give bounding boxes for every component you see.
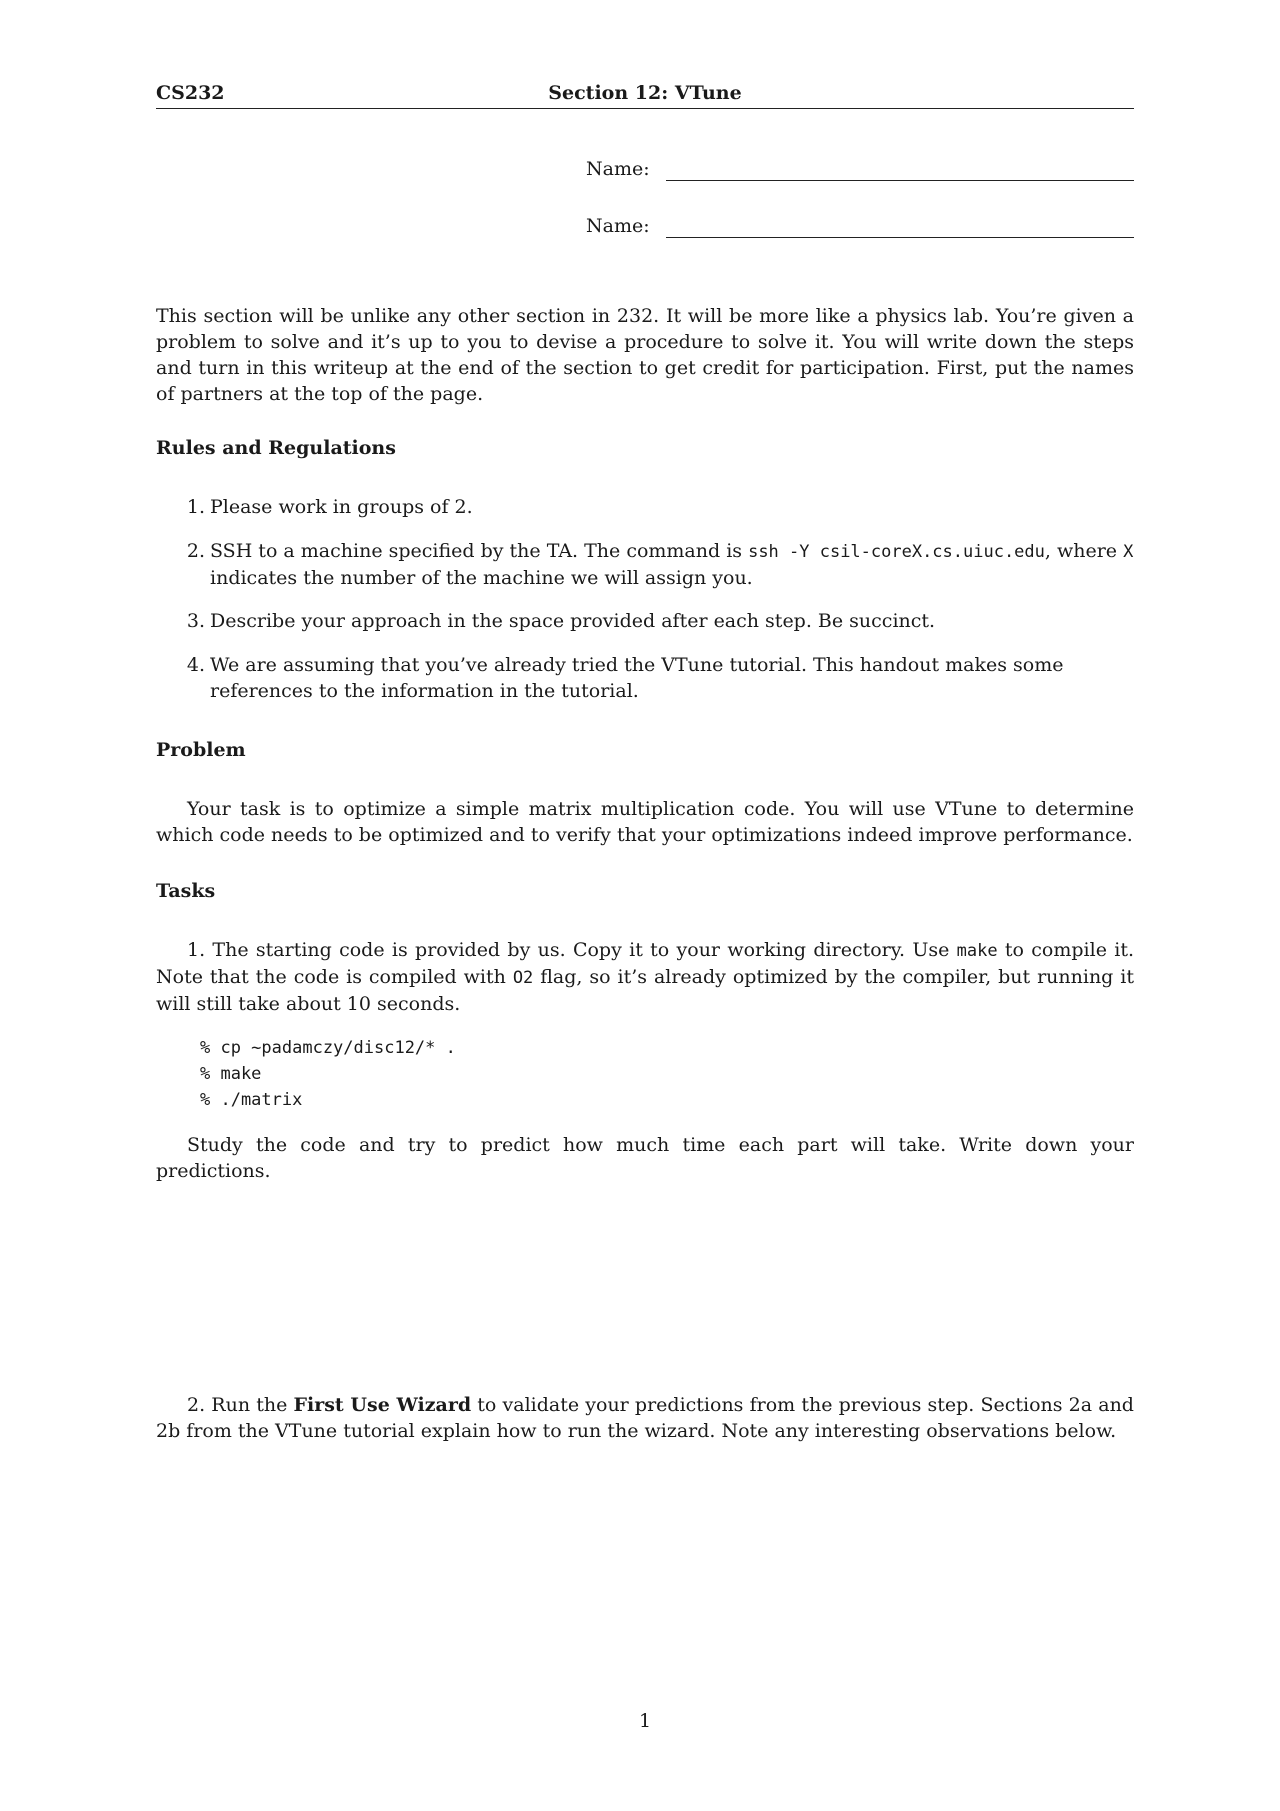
intro-paragraph: This section will be unlike any other section in 232. It will be more like a physics lab. You’re given a problem to solve and it’s up to you to devise a procedure to solve it. You will write down the steps and turn in this writeup at the end of the section to get credit for participation. First, put the names of partners at the top of the page. [156, 305, 1134, 405]
problem-heading: Problem [156, 739, 246, 761]
make-command: make [956, 941, 998, 961]
list-text: Describe your approach in the space provided after each step. Be succinct. [210, 610, 936, 632]
task1-paragraph: 1. The starting code is provided by us. Copy it to your working directory. Use make to compile it. Note that the code is compiled with O2 flag, so it’s already optimized by the compiler, but running it will still take about 10 seconds. [156, 939, 1134, 1015]
name-label: Name: [586, 215, 650, 237]
list-number: 3. [186, 610, 205, 632]
wizard-name: First Use Wizard [293, 1394, 472, 1416]
code-line: % make [200, 1064, 262, 1084]
list-number: 1. [186, 496, 205, 518]
list-number: 4. [186, 654, 205, 676]
list-text: SSH to a machine specified by the TA. The command is ssh -Y csil-coreX.cs.uiuc.edu, where X indicates the number of the machine we will assign you. [210, 540, 1134, 589]
task1-followup: Study the code and try to predict how much time each part will take. Write down your predictions. [156, 1134, 1134, 1182]
code-block [200, 1035, 456, 1113]
task2-paragraph: 2. Run the First Use Wizard to validate your predictions from the previous step. Sections 2a and 2b from the VTune tutorial explain how to run the wizard. Note any interesting observations below. [156, 1394, 1134, 1442]
name-label: Name: [586, 158, 650, 180]
name-blank-line [666, 237, 1134, 238]
machine-variable: X [1123, 542, 1134, 562]
page-header [156, 82, 1134, 109]
list-number: 2. [186, 540, 205, 562]
name-blank-line [666, 180, 1134, 181]
name-field-2 [586, 215, 1134, 241]
code-line: % cp ~padamczy/disc12/* . [200, 1038, 456, 1058]
document-page [156, 0, 1134, 1811]
tasks-heading: Tasks [156, 880, 216, 902]
rules-heading: Rules and Regulations [156, 437, 396, 459]
page-number: 1 [638, 1710, 652, 1732]
name-field-1 [586, 158, 1134, 184]
code-line: % ./matrix [200, 1090, 303, 1110]
ssh-command: ssh -Y csil-coreX.cs.uiuc.edu [748, 542, 1045, 562]
section-title: Section 12: VTune [548, 82, 742, 104]
o2-flag: O2 [512, 968, 534, 988]
course-code: CS232 [156, 82, 225, 104]
list-text: We are assuming that you’ve already tried the VTune tutorial. This handout makes some references to the information in the tutorial. [210, 654, 1064, 702]
list-text: Please work in groups of 2. [210, 496, 473, 518]
problem-paragraph: Your task is to optimize a simple matrix multiplication code. You will use VTune to determine which code needs to be optimized and to verify that your optimizations indeed improve performance. [156, 798, 1134, 846]
